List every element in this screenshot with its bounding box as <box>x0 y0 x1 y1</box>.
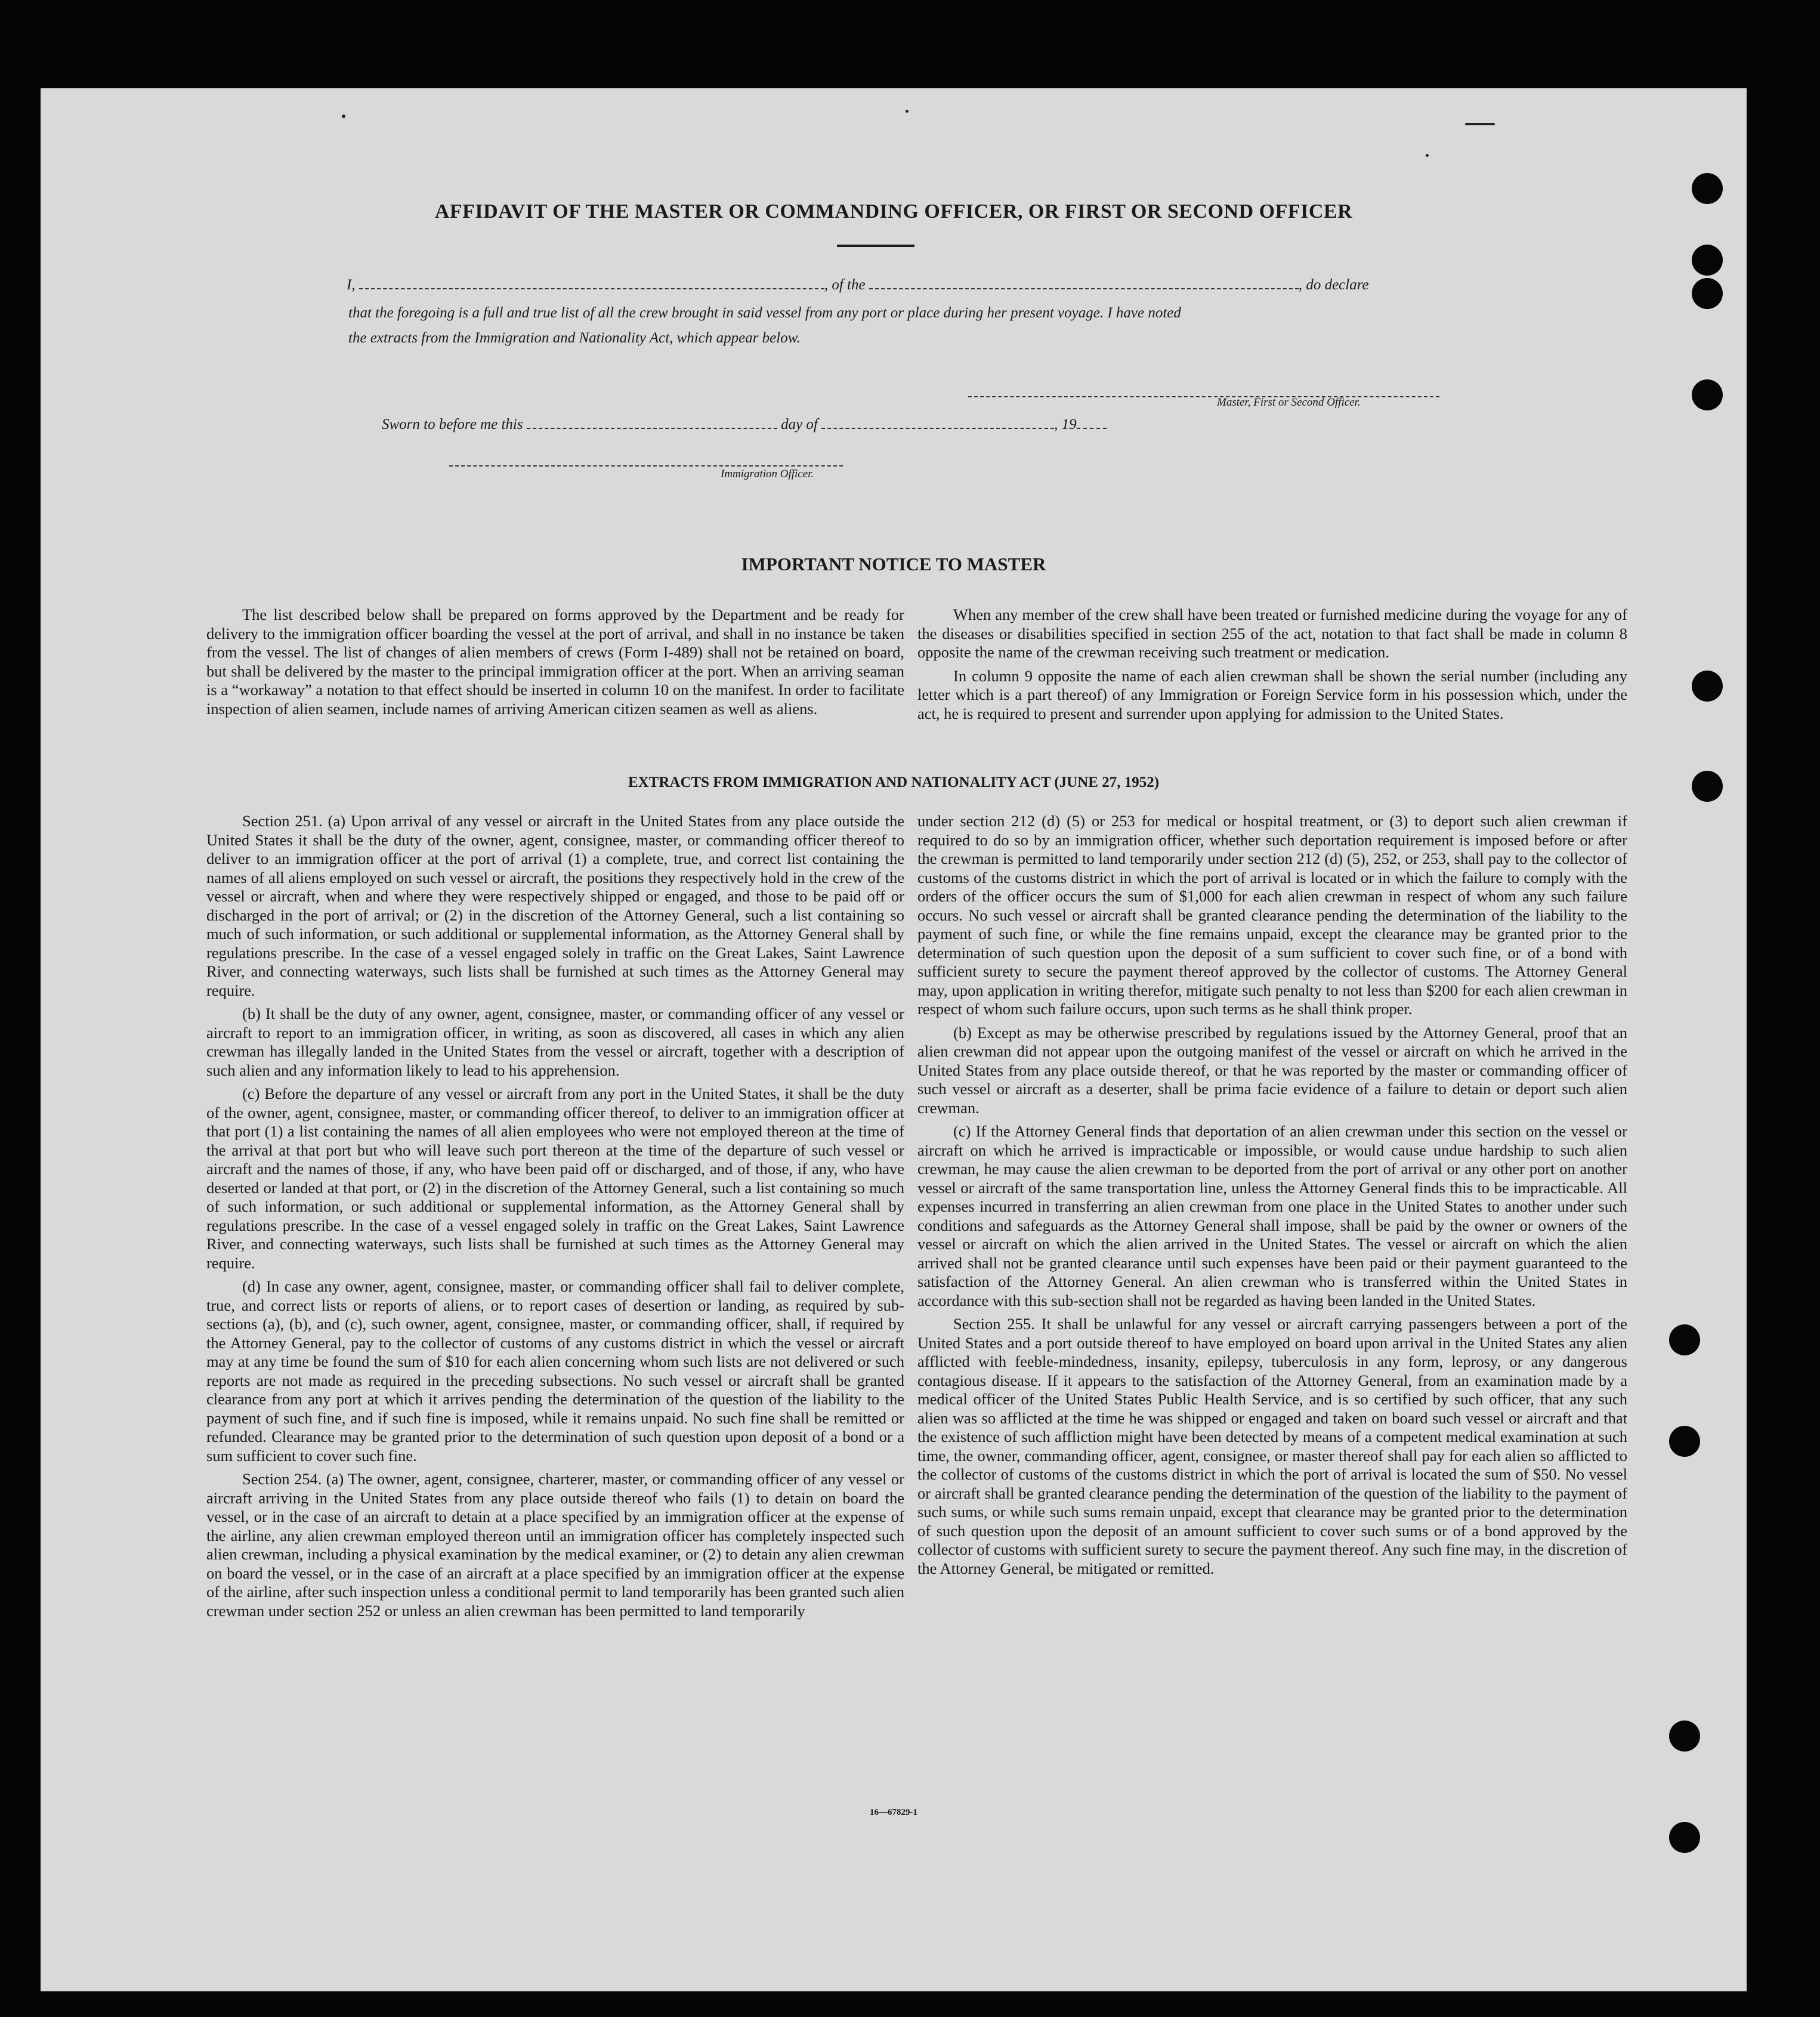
extract-paragraph: (b) Except as may be otherwise prescribed by regulations issued by the Attorney General, proof that an alien crewman did not appear upon the outgoing manifest of the vessel or aircraft on which he arrived in the United States from any place outside thereof, or that he was reported by the master or commanding officer of such vessel or aircraft as a deserter, shall be prima facie evidence of a failure to detain or deport such alien crewman. <box>917 1023 1627 1117</box>
title-underline <box>837 245 914 247</box>
extract-paragraph: Section 255. It shall be unlawful for any vessel or aircraft carrying passengers between a port of the United States and a port outside thereof to have employed on board upon arrival in the United States any alien afflicted with feeble-mindedness, insanity, epilepsy, tuberculosis in any form, leprosy, or any dangerous contagious disease. If it appears to the satisfaction of the Attorney General, from an examination made by a medical officer of the United States Public Health Service, and is so certified by such officer, that any such alien was so afflicted at the time he was shipped or engaged and taken on board such vessel or aircraft and that the existence of such affliction might have been detected by means of a competent medical examination at such time, the owner, commanding officer, agent, consignee, or master thereof shall pay for each alien so afflicted to the collector of customs of the customs district in which the port of arrival is located the sum of $50. No vessel or aircraft shall be granted clearance pending the determination of the question of the liability to the payment of such sums, or while such sums remain unpaid, except that clearance may be granted prior to the determination of such question upon the deposit of an amount sufficient to cover such sums or of a bond approved by the collector of customs with sufficient surety to secure the payment thereof. Any such fine may, in the discretion of the Attorney General, be mitigated or remitted. <box>917 1315 1627 1577</box>
punch-hole-icon <box>1692 379 1723 410</box>
extracts-heading: EXTRACTS FROM IMMIGRATION AND NATIONALITY ACT (JUNE 27, 1952) <box>628 774 1160 790</box>
notice-paragraph: The list described below shall be prepared on forms approved by the Department and be ready for delivery to the immigration officer boarding the vessel at the port of arrival, and shall in no instance be taken from the vessel. The list of changes of alien members of crews (Form I-489) shall not be retained on board, but shall be delivered by the master to the principal immigration officer at the port. When an arriving seaman is a “workaway” a notation to that effect should be inserted in column 10 on the manifest. In order to facilitate inspection of alien seamen, include names of arriving American citizen seamen as well as aliens. <box>206 606 904 718</box>
punch-hole-icon <box>1692 278 1723 309</box>
punch-hole-icon <box>1669 1822 1700 1853</box>
extract-paragraph: under section 212 (d) (5) or 253 for medical or hospital treatment, or (3) to deport such alien crewman if required to do so by an immigration officer, whether such deportation requirement is imposed before or after the crewman is permitted to land temporarily under section 212 (d) (5), 252, or 253, shall pay to the collector of customs of the customs district in which the port of arrival is located or in which the failure to comply with the orders of the officer occurs the sum of $1,000 for each alien crewman in respect of whom any such failure occurs. No such vessel or aircraft shall be granted clearance pending the determination of the liability to the payment of such fine, or while the fine remains unpaid, except the clearance may be granted prior to the determination of such question upon the deposit of a sum sufficient to cover such fine, or of a bond with sufficient surety to secure the payment thereof approved by the collector of customs. The Attorney General may, upon application in writing therefor, mitigate such penalty to not less than $200 for each alien crewman in respect of whom such failure occurs, upon such terms as he shall think proper. <box>917 812 1627 1018</box>
sworn-day-field[interactable] <box>527 417 777 429</box>
master-signature-field[interactable] <box>968 385 1439 397</box>
punch-hole-icon <box>1692 671 1723 702</box>
extract-paragraph: Section 254. (a) The owner, agent, consignee, charterer, master, or commanding officer of any vessel or aircraft arriving in the United States from any place outside thereof who fails (1) to detain on board the vessel, or in the case of an aircraft to detain at a place specified by an immigration officer at the expense of the airline, any alien crewman employed thereon until an immigration officer has completely inspected such alien crewman, including a physical examination by the medical examiner, or (2) to detain any alien crewman on board the vessel, or in the case of an aircraft at a place specified by an immigration officer at the expense of the airline, after such inspection unless a conditional permit to land temporarily has been granted such alien crewman under section 252 or unless an alien crewman has been permitted to land temporarily <box>206 1470 904 1620</box>
notice-heading: IMPORTANT NOTICE TO MASTER <box>741 554 1046 574</box>
vessel-name-field[interactable] <box>869 277 1299 289</box>
officer-name-field[interactable] <box>359 277 824 289</box>
affidavit-line-3: the extracts from the Immigration and Nationality Act, which appear below. <box>348 330 801 346</box>
punch-hole-icon <box>1692 245 1723 276</box>
extract-paragraph: Section 251. (a) Upon arrival of any vessel or aircraft in the United States from any place outside the United States it shall be the duty of the owner, agent, consignee, master, or commanding officer thereof to deliver to an immigration officer at the port of arrival (1) a complete, true, and correct list containing the names of all aliens employed on such vessel or aircraft, the positions they respectively hold in the crew of the vessel or aircraft, when and where they were respectively shipped or engaged, and those to be paid off or discharged in the port of arrival; or (2) in the discretion of the Attorney General, such a list containing so much of such information, or such additional or supplemental information, as the Attorney General shall by regulations prescribe. In the case of a vessel engaged solely in traffic on the Great Lakes, Saint Lawrence River, and connecting waterways, such lists shall be furnished at such times as the Attorney General may require. <box>206 812 904 999</box>
immigration-officer-signature-field[interactable] <box>449 455 843 467</box>
sworn-label: Sworn to before me this <box>382 416 523 433</box>
affidavit-line-2: that the foregoing is a full and true list of all the crew brought in said vessel from any port or place during her present voyage. I have noted <box>348 305 1181 321</box>
master-signature-caption: Master, First or Second Officer. <box>1217 396 1361 409</box>
extract-paragraph: (c) Before the departure of any vessel or aircraft from any port in the United States, it shall be the duty of the owner, agent, consignee, master, or commanding officer thereof, to deliver to an immigration officer at that port (1) a list containing the names of all alien employees who were not employed thereon at the time of the arrival at that port but who will leave such port thereon at the time of the departure of such vessel or aircraft and the names of those, if any, who have been paid off or discharged, and of those, if any, who have deserted or landed at that port, or (2) in the discretion of the Attorney General, such a list containing so much of such information, or such additional or supplemental information, as the Attorney General shall by regulations prescribe. In the case of a vessel engaged solely in traffic on the Great Lakes, Saint Lawrence River, and connecting waterways, such lists shall be furnished at such times as the Attorney General may require. <box>206 1085 904 1272</box>
punch-hole-icon <box>1669 1721 1700 1752</box>
extract-paragraph: (d) In case any owner, agent, consignee, master, or commanding officer shall fail to deliver complete, true, and correct lists or reports of aliens, or to report cases of desertion or landing, as required by sub-sections (a), (b), and (c), such owner, agent, consignee, master, or commanding officer, shall, if required by the Attorney General, pay to the collector of customs of any customs district in which the vessel or aircraft may at any time be found the sum of $10 for each alien concerning whom such lists are not delivered or such reports are not made as required in the preceding subsections. No such vessel or aircraft shall be granted clearance from any port at which it arrives pending the determination of the question of the liability to the payment of such fine, and if such fine is imposed, while it remains unpaid. No such fine shall be remitted or refunded. Clearance may be granted prior to the determination of such question upon deposit of a bond or a sum sufficient to cover such fine. <box>206 1277 904 1465</box>
notice-right-column <box>917 606 1627 728</box>
do-declare-label: , do declare <box>1298 277 1369 293</box>
extract-paragraph: (c) If the Attorney General finds that deportation of an alien crewman under this section on the vessel or aircraft on which he arrived is impracticable or impossible, or would cause undue hardship to such alien crewman, he may cause the alien crewman to be deported from the port of arrival or any other port on another vessel or aircraft of the same transportation line, unless the Attorney General finds this to be impracticable. All expenses incurred in transferring an alien crewman from one place in the United States to another under such conditions and safeguards as the Attorney General shall impose, shall be paid by the owner or owners of the vessel or aircraft on which the alien arrived in the United States. The vessel or aircraft on which the alien arrived shall not be granted clearance until such expenses have been paid or their payment guaranteed to the satisfaction of the Attorney General. An alien crewman who is transferred within the United States in accordance with this sub-section shall not be regarded as having been landed in the United States. <box>917 1122 1627 1309</box>
immigration-officer-caption: Immigration Officer. <box>721 468 814 480</box>
affidavit-title: AFFIDAVIT OF THE MASTER OR COMMANDING OFFICER, OR FIRST OR SECOND OFFICER <box>434 200 1353 223</box>
sworn-year-field[interactable] <box>1077 417 1107 429</box>
year-prefix-label: , 19 <box>1054 416 1077 433</box>
punch-hole-icon <box>1692 173 1723 204</box>
affidavit-line-1 <box>347 277 1369 294</box>
affidavit-i-label: I, <box>347 277 356 293</box>
punch-hole-icon <box>1669 1324 1700 1355</box>
document-page <box>41 88 1747 1991</box>
sworn-line <box>382 416 1107 433</box>
extract-paragraph: (b) It shall be the duty of any owner, agent, consignee, master, or commanding officer of any vessel or aircraft to report to an immigration officer, in writing, as soon as discovered, all cases in which any alien crewman has illegally landed in the United States from the vessel or aircraft, together with a description of such alien and any information likely to lead to his apprehension. <box>206 1005 904 1079</box>
notice-left-column <box>206 606 904 723</box>
extracts-left-column <box>206 812 904 1625</box>
punch-hole-icon <box>1669 1426 1700 1457</box>
day-of-label: day of <box>781 416 818 433</box>
form-number: 16—67829-1 <box>870 1808 917 1817</box>
notice-paragraph: When any member of the crew shall have been treated or furnished medicine during the voyage for any of the diseases or disabilities specified in section 255 of the act, notation to that fact shall be made in column 8 opposite the name of the crewman receiving such treatment or medication. <box>917 606 1627 661</box>
extracts-right-column <box>917 812 1627 1583</box>
notice-paragraph: In column 9 opposite the name of each alien crewman shall be shown the serial number (including any letter which is a part thereof) of any Immigration or Foreign Service form in his possession which, under the act, he is required to present and surrender upon applying for admission to the United States. <box>917 666 1627 722</box>
of-the-label: , of the <box>824 277 866 293</box>
sworn-month-field[interactable] <box>821 417 1054 429</box>
